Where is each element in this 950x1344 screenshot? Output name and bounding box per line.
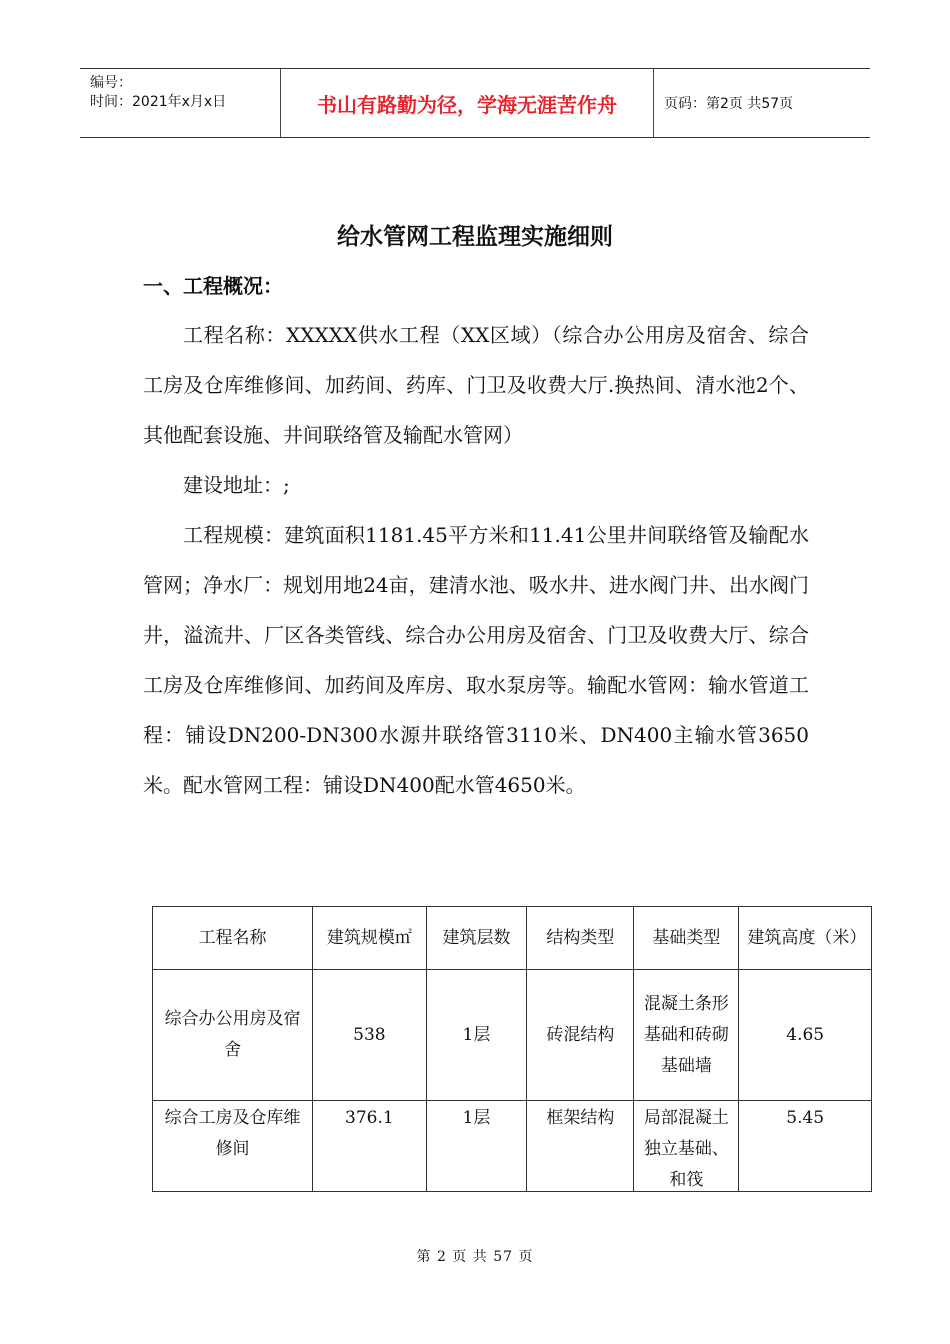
table-cell: 4.65 [739,970,872,1101]
doc-title: 给水管网工程监理实施细则 [337,224,613,250]
section-heading: 一、工程概况： [143,274,283,298]
building-table [152,906,872,1192]
table-header-cell: 结构类型 [527,907,634,970]
header-motto: 书山有路勤为径，学海无涯苦作舟 [281,69,654,137]
table-cell: 1层 [426,970,527,1101]
doc-code-label: 编号： [90,75,132,91]
page-header [80,68,870,138]
table-row [153,970,872,1101]
table-header-cell: 基础类型 [634,907,739,970]
header-meta [80,69,281,137]
table-row [153,1101,872,1192]
table-header-cell: 建筑规模㎡ [313,907,426,970]
paragraph-project-name: 工程名称：XXXXX供水工程（XX区域）（综合办公用房及宿舍、综合工房及仓库维修间、加药间、药库、门卫及收费大厅.换热间、清水池2个、其他配套设施、井间联络管及输配水管网） [143,323,809,447]
table-cell: 5.45 [739,1101,872,1192]
table-header-row [153,907,872,970]
table-cell [634,1101,739,1192]
table-header-cell: 工程名称 [153,907,313,970]
table-cell-text: 局部混凝土独立基础、和筏 [643,1108,729,1190]
table-header-cell: 建筑层数 [426,907,527,970]
doc-time-label: 时间：2021年x月x日 [90,94,227,110]
table-cell: 376.1 [313,1101,426,1192]
table-cell: 1层 [426,1101,527,1192]
paragraph-scale: 工程规模：建筑面积1181.45平方米和11.41公里井间联络管及输配水管网；净水厂：规划用地24亩，建清水池、吸水井、进水阀门井、出水阀门井，溢流井、厂区各类管线、综合办公用房及宿舍、门卫及收费大厅、综合工房及仓库维修间、加药间及库房、取水泵房等。输配水管网：输水管道工程：铺设DN200-DN300水源井联络管3110米、DN400主输水管3650米。配水管网工程：铺设DN400配水管4650米。 [143,523,809,797]
table-cell: 框架结构 [527,1101,634,1192]
paragraph-address: 建设地址：; [183,473,290,497]
table-cell: 综合办公用房及宿舍 [153,970,313,1101]
table-header-cell: 建筑高度（米） [739,907,872,970]
table-cell: 砖混结构 [527,970,634,1101]
table-cell: 混凝土条形基础和砖砌基础墙 [634,970,739,1101]
header-page-info: 页码：第2页 共57页 [664,96,794,112]
table-cell: 综合工房及仓库维修间 [153,1101,313,1192]
page-footer: 第 2 页 共 57 页 [416,1249,534,1265]
table-cell: 538 [313,970,426,1101]
